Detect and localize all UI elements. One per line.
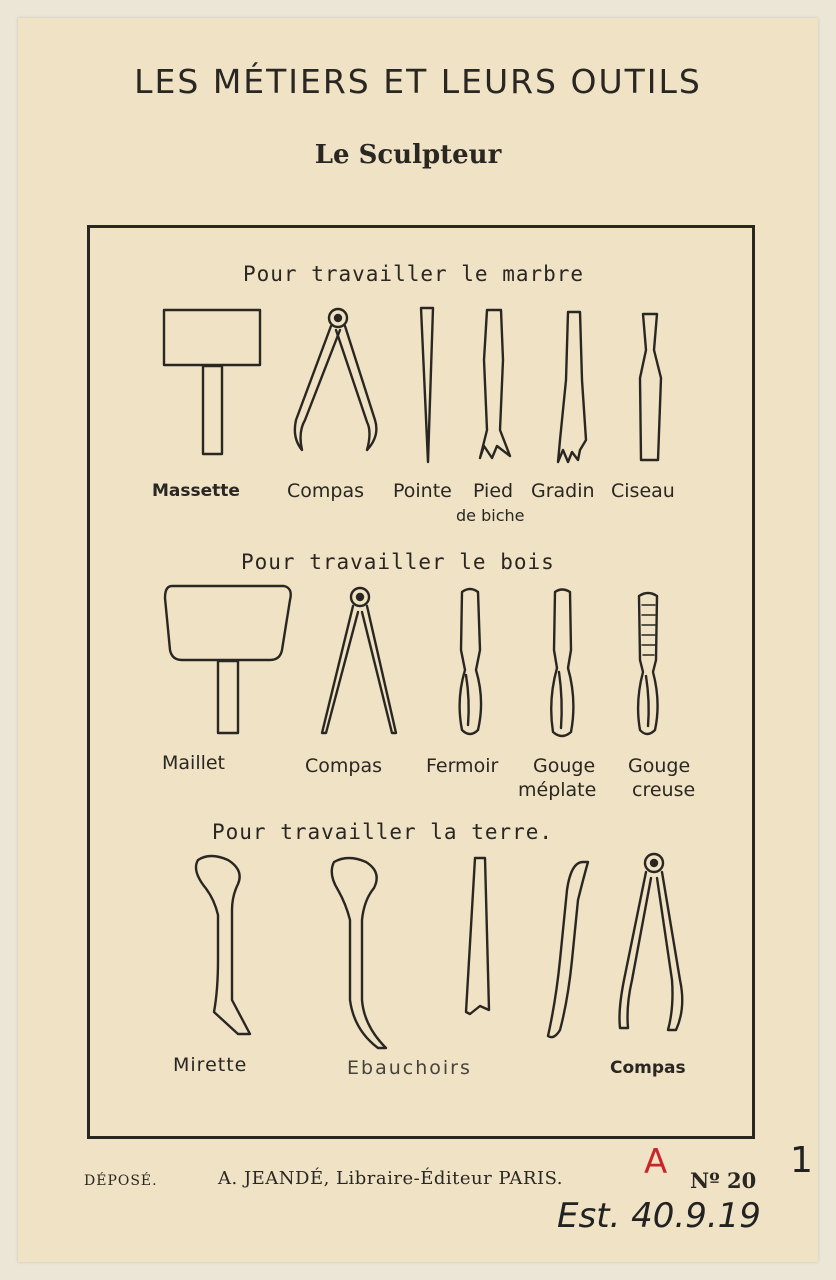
gradin-icon: [558, 312, 586, 462]
massette-icon: [164, 310, 260, 454]
label-pointe: Pointe: [393, 480, 452, 502]
mirette-icon: [196, 856, 250, 1034]
section-heading-bois: Pour travailler le bois: [241, 550, 555, 574]
label-pied-sub: de biche: [456, 506, 525, 525]
page-subtitle: Le Sculpteur: [314, 140, 502, 170]
pointe-icon: [421, 308, 433, 462]
ebauchoir-2-icon: [466, 858, 489, 1014]
label-compas-terre: Compas: [610, 1058, 686, 1078]
label-gouge-1-sub: méplate: [518, 779, 597, 801]
label-pied: Pied: [473, 480, 514, 502]
handwritten-mark: 1: [790, 1140, 813, 1181]
compas-terre-icon: [620, 854, 683, 1030]
handwritten-est: Est. 40.9.19: [557, 1196, 761, 1236]
section-heading-marbre: Pour travailler le marbre: [243, 262, 585, 286]
label-gouge-2-sub: creuse: [632, 779, 696, 801]
section-heading-terre: Pour travailler la terre.: [212, 820, 554, 844]
compas-bois-icon: [322, 588, 396, 733]
label-compas-bois: Compas: [305, 755, 383, 777]
label-ebauchoirs: Ebauchoirs: [347, 1057, 472, 1079]
label-gouge-2: Gouge: [628, 755, 691, 777]
label-fermoir: Fermoir: [426, 755, 499, 777]
maillet-icon: [165, 586, 291, 733]
ebauchoir-3-icon: [548, 862, 588, 1037]
footer-publisher: A. JEANDÉ, Libraire-Éditeur PARIS.: [218, 1168, 563, 1189]
label-massette: Massette: [152, 481, 240, 501]
label-maillet: Maillet: [162, 752, 226, 774]
label-gouge-1: Gouge: [533, 755, 596, 777]
compas-marbre-icon: [295, 309, 377, 450]
footer-number: Nº 20: [690, 1168, 757, 1193]
page-title: LES MÉTIERS ET LEURS OUTILS: [134, 62, 702, 101]
label-compas-marbre: Compas: [287, 480, 365, 502]
pied-de-biche-icon: [480, 310, 510, 458]
gouge-meplate-icon: [551, 590, 573, 737]
handwritten-letter: A: [644, 1142, 668, 1182]
fermoir-icon: [460, 589, 481, 734]
footer-depose: DÉPOSÉ.: [84, 1173, 158, 1189]
label-ciseau: Ciseau: [611, 480, 675, 502]
gouge-creuse-icon: [638, 593, 657, 734]
label-mirette: Mirette: [173, 1054, 248, 1076]
label-gradin: Gradin: [531, 480, 595, 502]
ciseau-icon: [640, 314, 661, 460]
ebauchoir-1-icon: [332, 858, 386, 1048]
